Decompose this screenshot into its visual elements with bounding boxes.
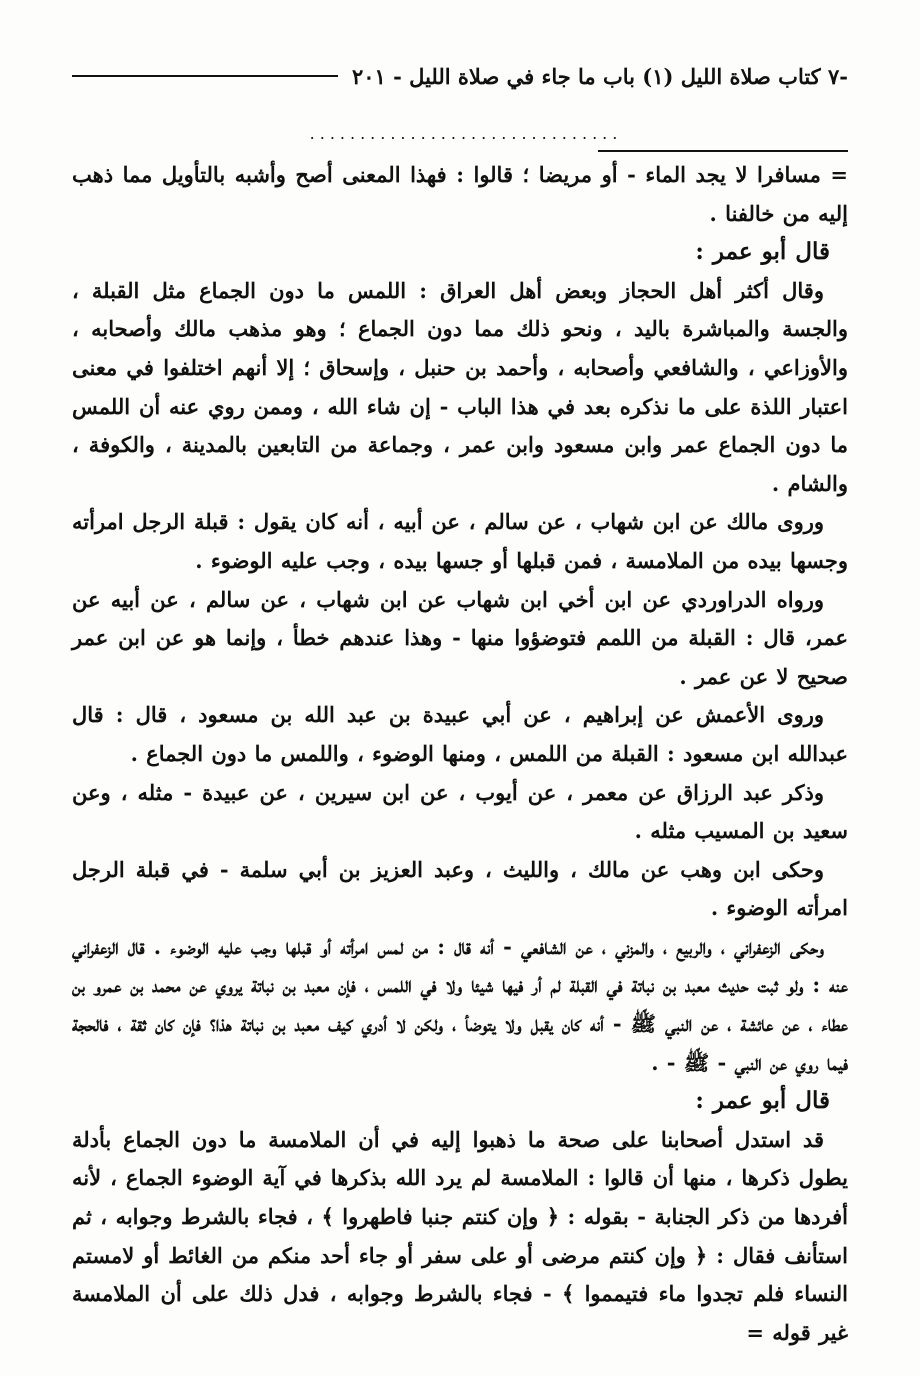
header-rule [72, 75, 338, 77]
section-heading: قال أبو عمر : [695, 238, 830, 266]
paragraph: وحكى الزعفراني ، والربيع ، والمزني ، عن الشافعي - أنه قال : من لمس امرأته أو قبلها وجب عليه الوضوء . قال الزعفراني عنه : ولو ثبت حديث معبد بن نباتة في القبلة لم أر فيها شيئا ولا في اللمس ، فإن معبد بن نباتة يروي عن محمد بن عمرو بن عطاء ، عن عائشة ، عن النبي ﷺ - أنه كان يقبل ولا يتوضأ ، ولكن لا أدري كيف معبد بن نباتة هذا؟ فإن كان ثقة ، فالحجة فيما روي عن النبي - ﷺ - . [72, 933, 848, 1075]
paragraph-continuation: = مسافرا لا يجد الماء - أو مريضا ؛ قالوا : فهذا المعنى أصح وأشبه بالتأويل مما ذهب إليه من خالفنا . [72, 162, 848, 226]
paragraph: ورواه الدراوردي عن ابن أخي ابن شهاب عن ابن شهاب ، عن سالم ، عن أبيه عن عمر، قال : القبلة من اللمم فتوضؤوا منها - وهذا عندهم خطأ ، وإنما هو عن ابن عمر صحيح لا عن عمر . [72, 586, 848, 689]
paragraph: قد استدل أصحابنا على صحة ما ذهبوا إليه في أن الملامسة ما دون الجماع بأدلة يطول ذكرها ، منها أن قالوا : الملامسة لم يرد الله بذكرها في آية الوضوء الجماع ، لأنه أفردها من ذكر الجنابة - بقوله : ﴿ وإن كنتم جنبا فاطهروا ﴾ ، فجاء بالشرط وجوابه ، ثم استأنف فقال : ﴿ وإن كنتم مرضى أو على سفر أو جاء أحد منكم من الغائط أو لامستم النساء فلم تجدوا ماء فتيمموا ﴾ - فجاء بالشرط وجوابه ، فدل ذلك على أن الملامسة غير قوله = [72, 1126, 848, 1345]
section-heading: قال أبو عمر : [695, 1087, 830, 1115]
paragraph: وحكى ابن وهب عن مالك ، والليث ، وعبد العزيز بن أبي سلمة - في قبلة الرجل امرأته الوضوء . [72, 856, 848, 921]
page-header [72, 56, 848, 96]
footnote-continuation-rule [598, 150, 848, 152]
book-page [72, 56, 848, 1356]
running-title: -٧ كتاب صلاة الليل (١) باب ما جاء في صلاة الليل - ٢٠١ [352, 63, 848, 89]
paragraph: وروى الأعمش عن إبراهيم ، عن أبي عبيدة بن عبد الله بن مسعود ، قال : قال عبدالله ابن مسعود : القبلة من اللمس ، ومنها الوضوء ، واللمس ما دون الجماع . [72, 702, 848, 766]
paragraph: وروى مالك عن ابن شهاب ، عن سالم ، عن أبيه ، أنه كان يقول : قبلة الرجل امرأته وجسها بيده من الملامسة ، فمن قبلها أو جسها بيده ، وجب عليه الوضوء . [72, 509, 848, 573]
paragraph: وذكر عبد الرزاق عن معمر ، عن أيوب ، عن ابن سيرين ، عن عبيدة - مثله ، وعن سعيد بن المسيب مثله . [72, 779, 848, 844]
page-body [72, 156, 848, 1352]
dotted-separator: ............................... [309, 124, 623, 143]
paragraph: وقال أكثر أهل الحجاز وبعض أهل العراق : اللمس ما دون الجماع مثل القبلة ، والجسة والمباشرة باليد ، ونحو ذلك مما دون الجماع ؛ وهو مذهب مالك وأصحابه ، والأوزاعي ، والشافعي وأصحابه ، وأحمد بن حنبل ، وإسحاق ؛ إلا أنهم اختلفوا في معنى اعتبار اللذة على ما نذكره بعد في هذا الباب - إن شاء الله ، وممن روي عنه أن اللمس ما دون الجماع عمر وابن مسعود وابن عمر ، وجماعة من التابعين بالمدينة ، والكوفة ، والشام . [72, 277, 849, 496]
